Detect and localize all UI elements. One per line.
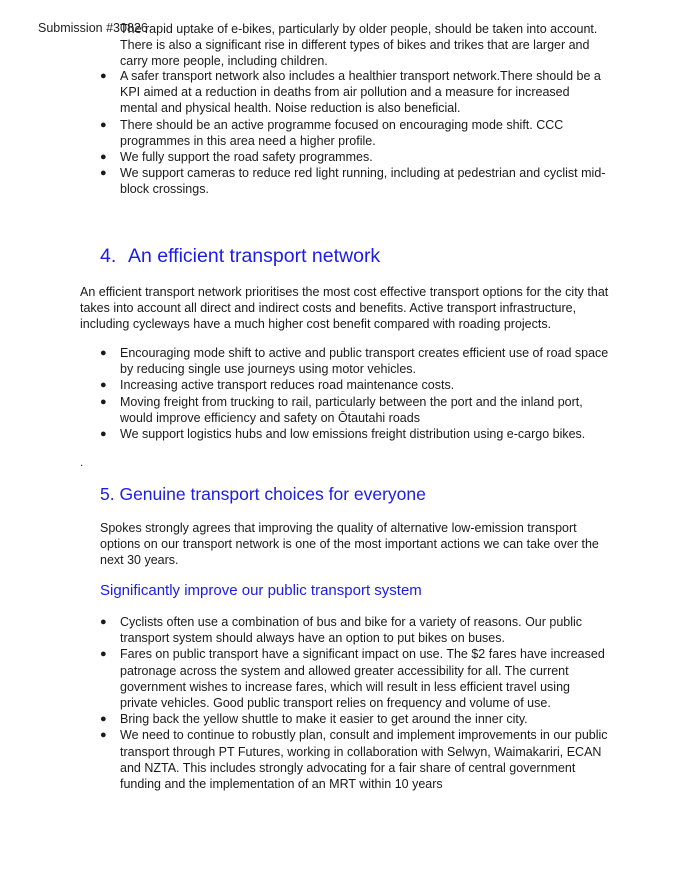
list-item-text: Bring back the yellow shuttle to make it easier to get around the inner city. — [120, 712, 528, 727]
list-item — [100, 394, 610, 426]
submission-number: Submission #30826 — [38, 21, 148, 35]
bullet-list-public-transport — [100, 614, 610, 792]
list-item — [100, 377, 610, 393]
bullet-list-safety — [100, 68, 610, 198]
bullet-icon: ● — [100, 167, 107, 180]
section-4-heading — [100, 245, 380, 268]
bullet-icon: ● — [100, 713, 107, 726]
list-item-text: Moving freight from trucking to rail, particularly between the port and the inland port, would improve efficiency and safety on Ōtautahi roads — [120, 394, 583, 425]
bullet-list-efficiency — [100, 345, 610, 442]
list-item — [100, 711, 610, 727]
continued-bullet-text: The rapid uptake of e-bikes, particularly by older people, should be taken into account. There is also a significant rise in different types of bikes and trikes that are larger and carry more people, including children. — [120, 22, 598, 69]
bullet-icon: ● — [100, 379, 107, 392]
list-item — [100, 149, 610, 165]
list-item-text: Fares on public transport have a significant impact on use. The $2 fares have increased patronage across the system and allowed greater accessibility for all. The current government wishes to increase fares, which will result in less efficient travel using private vehicles. Good public transport relies on frequency and volume of use. — [120, 647, 605, 711]
section-4-paragraph: An efficient transport network prioritises the most cost effective transport options for the city that takes into account all direct and indirect costs and benefits. Active transport infrastructure, including cycleways have a much higher cost benefit compared with roading projects. — [80, 285, 609, 332]
bullet-icon: ● — [100, 347, 107, 359]
list-item-text: A safer transport network also includes a healthier transport network.There should be a KPI aimed at a reduction in deaths from air pollution and a measure for increased mental and physical health. Noise reduction is also beneficial. — [120, 69, 601, 116]
list-item-text: We fully support the road safety programmes. — [120, 150, 373, 165]
list-item — [100, 426, 610, 442]
list-item — [100, 345, 610, 377]
list-item — [100, 68, 610, 117]
bullet-icon: ● — [100, 616, 107, 628]
bullet-icon: ● — [100, 428, 107, 441]
list-item-text: There should be an active programme focused on encouraging mode shift. CCC programmes in this area need a higher profile. — [120, 117, 564, 148]
bullet-icon: ● — [100, 70, 107, 82]
list-item — [100, 117, 610, 149]
section-5-paragraph: Spokes strongly agrees that improving the quality of alternative low-emission transport options on our transport network is one of the most important actions we can take over the next 30 years. — [100, 521, 599, 568]
bullet-icon: ● — [100, 118, 107, 131]
list-item-text: Encouraging mode shift to active and public transport creates efficient use of road space by reducing single use journeys using motor vehicles. — [120, 346, 609, 377]
bullet-icon: ● — [100, 395, 107, 408]
list-item-text: Cyclists often use a combination of bus and bike for a variety of reasons. Our public transport system should always have an option to put bikes on buses. — [120, 615, 583, 646]
bullet-icon: ● — [100, 648, 107, 661]
list-item — [100, 165, 610, 197]
list-item-text: We support cameras to reduce red light running, including at pedestrian and cyclist mid-block crossings. — [120, 166, 606, 197]
public-transport-subheading: Significantly improve our public transport system — [100, 582, 422, 599]
list-item — [100, 646, 610, 711]
section-4-title: An efficient transport network — [128, 245, 381, 267]
section-4-number: 4. — [100, 245, 117, 267]
list-item-text: Increasing active transport reduces road maintenance costs. — [120, 378, 455, 393]
list-item — [100, 614, 610, 646]
bullet-icon: ● — [100, 729, 107, 742]
bullet-icon: ● — [100, 151, 107, 164]
stray-period: . — [80, 455, 84, 469]
list-item — [100, 727, 610, 792]
list-item-text: We need to continue to robustly plan, consult and implement improvements in our public transport through PT Futures, working in collaboration with Selwyn, Waimakariri, ECAN and NZTA. This includes strongly advocating for a fair share of central government funding and the implementation of an MRT within 10 years — [120, 728, 608, 792]
list-item-text: We support logistics hubs and low emissions freight distribution using e-cargo bikes. — [120, 427, 586, 442]
section-5-heading: 5. Genuine transport choices for everyone — [100, 484, 426, 504]
